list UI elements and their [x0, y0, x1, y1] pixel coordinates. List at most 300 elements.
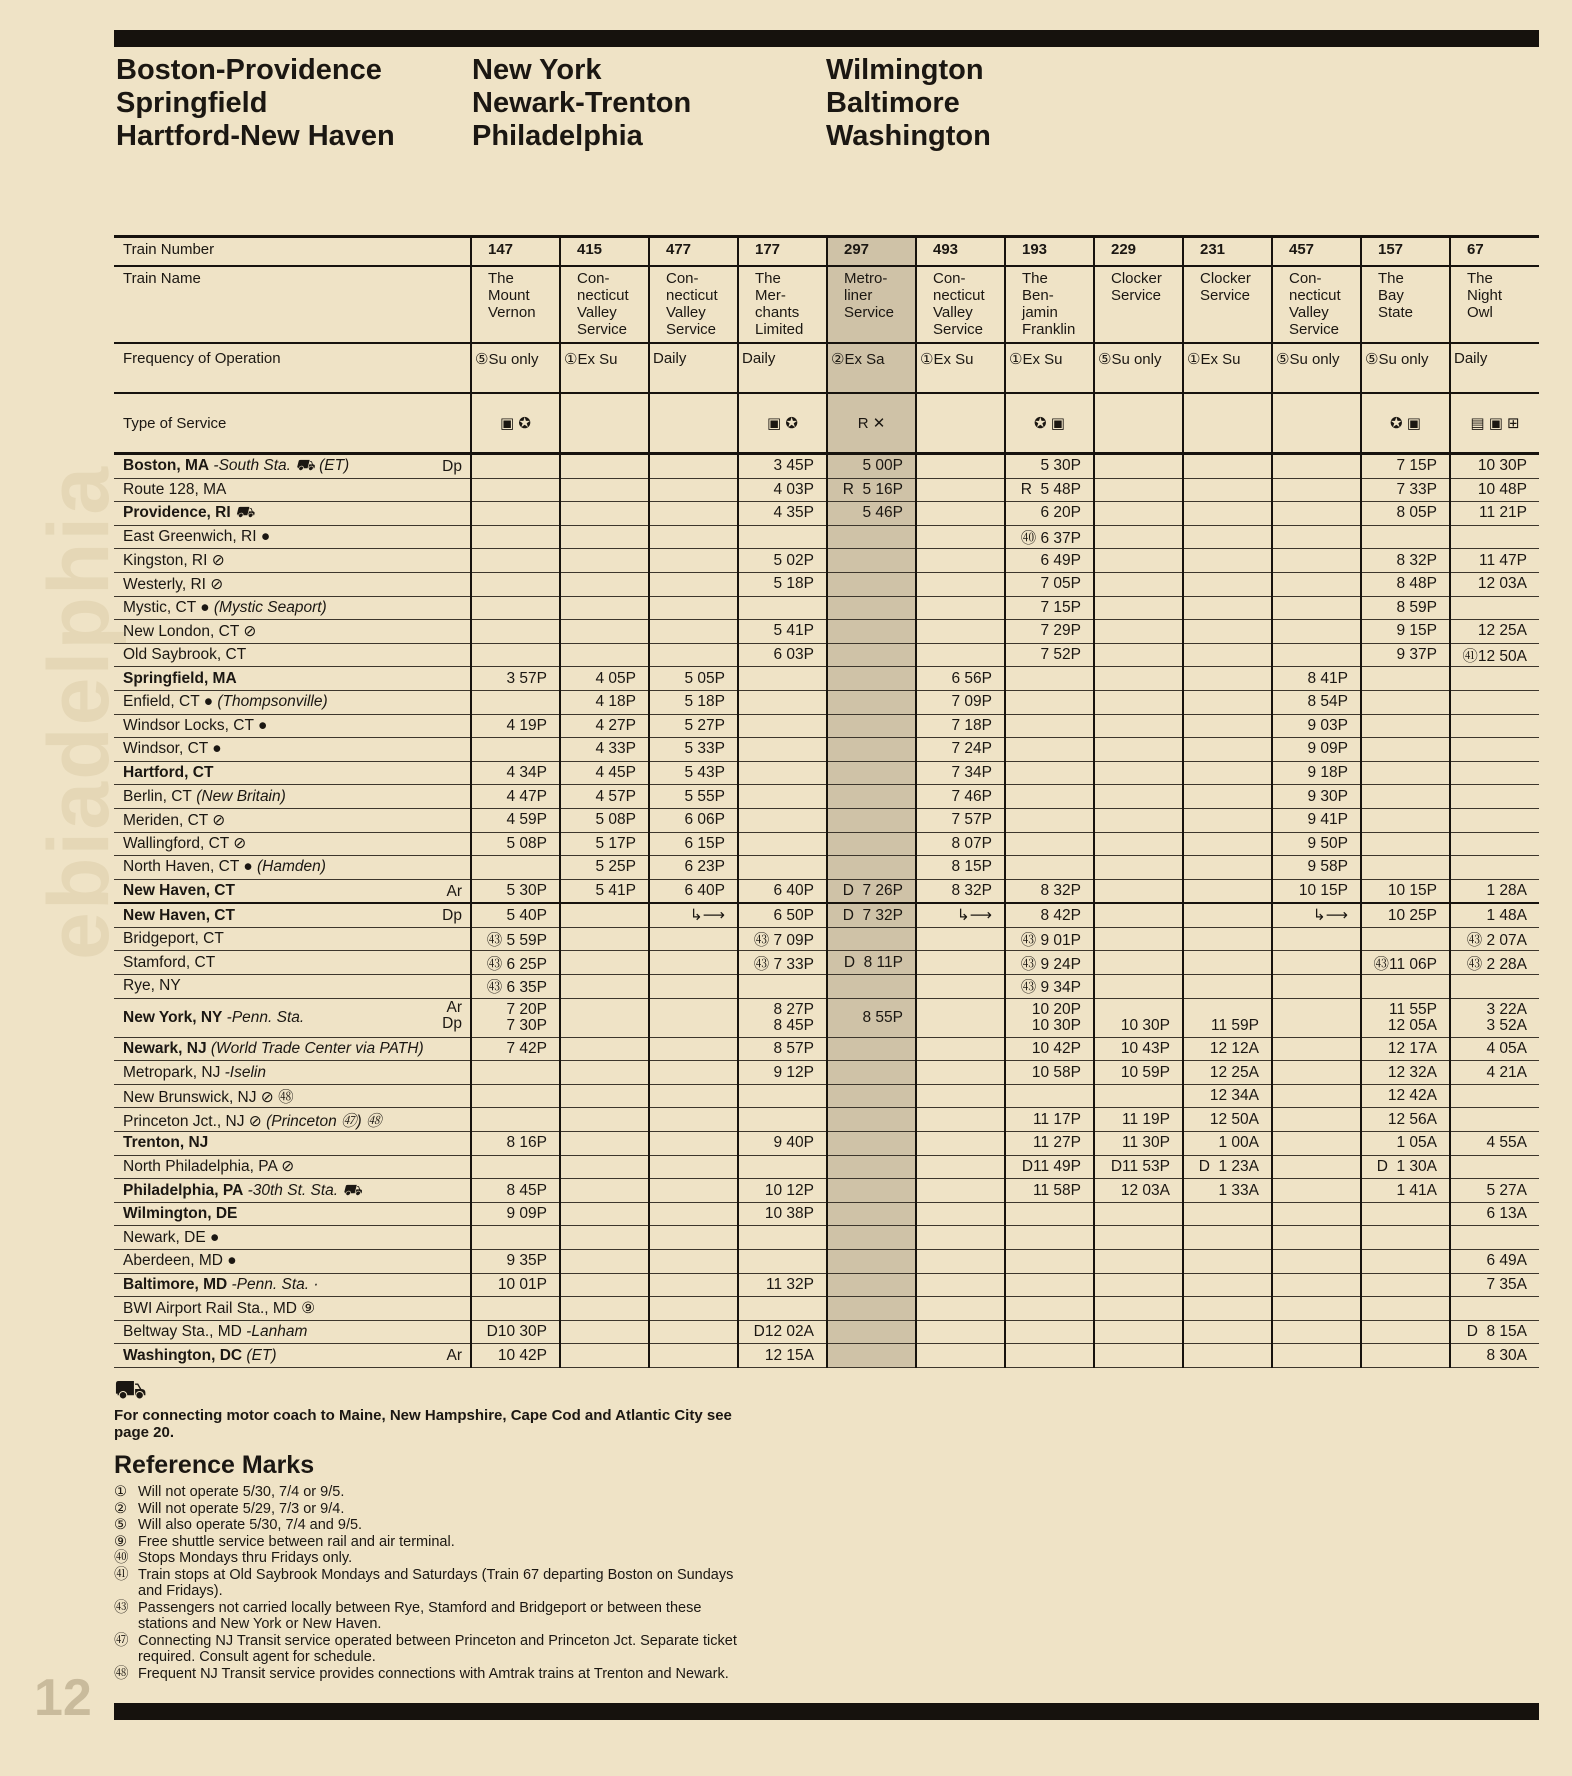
time-cell — [827, 1273, 916, 1297]
station-row — [114, 1273, 1539, 1297]
station-row — [114, 1084, 1539, 1108]
route-line: Philadelphia — [472, 120, 643, 152]
watermark-text: ebiadelphia — [31, 464, 127, 960]
time-cell — [560, 454, 649, 479]
time-cell — [560, 1273, 649, 1297]
time-cell: ㊸ 7 09P — [738, 927, 827, 951]
time-cell — [738, 832, 827, 856]
time-cell: 4 05P — [560, 667, 649, 691]
time-cell: 7 57P — [916, 808, 1005, 832]
time-cell: 1 05A — [1361, 1132, 1450, 1156]
time-cell — [471, 572, 560, 596]
station-row — [114, 951, 1539, 975]
time-cell — [1272, 998, 1361, 1037]
train-name-line: The — [488, 270, 514, 287]
time-cell — [1272, 1202, 1361, 1226]
station-row — [114, 808, 1539, 832]
train-name-line: Service — [666, 321, 717, 338]
station-label — [114, 596, 471, 620]
frequency-cell: ⑤Su only — [1272, 343, 1361, 393]
train-name-line: Night — [1467, 287, 1503, 304]
time-cell — [1272, 1250, 1361, 1274]
time-cell — [560, 1297, 649, 1321]
time-cell — [560, 998, 649, 1037]
time-cell — [1005, 832, 1094, 856]
time-cell — [1361, 525, 1450, 549]
time-cell: 8 07P — [916, 832, 1005, 856]
time-cell: D 1 30A — [1361, 1155, 1450, 1179]
timetable — [114, 235, 1539, 1368]
time-cell — [649, 1084, 738, 1108]
train-number-label: Train Number — [114, 237, 471, 267]
station-label — [114, 785, 471, 809]
time-cell: 10 42P — [471, 1344, 560, 1368]
time-cell: 5 00P — [827, 454, 916, 479]
time-cell — [1272, 643, 1361, 667]
time-cell: 10 30P — [1094, 998, 1183, 1037]
time-cell: 4 34P — [471, 761, 560, 785]
time-cell — [560, 620, 649, 644]
time-cell — [1361, 856, 1450, 880]
time-cell: 4 18P — [560, 690, 649, 714]
time-cell — [738, 785, 827, 809]
time-cell — [649, 1297, 738, 1321]
station-name: Newark, NJ — [123, 1039, 207, 1057]
station-note: -Lanham — [241, 1323, 308, 1341]
station-name: Wilmington, DE — [123, 1205, 238, 1223]
time-cell — [1450, 1108, 1539, 1132]
time-cell — [1094, 454, 1183, 479]
time-cell: 8 27P 8 45P — [738, 998, 827, 1037]
time-cell: 5 46P — [827, 502, 916, 526]
station-note: (New Britain) — [191, 787, 286, 805]
station-name: North Haven, CT ● — [123, 858, 253, 876]
reference-text: Will also operate 5/30, 7/4 and 9/5. — [138, 1517, 363, 1533]
time-cell: 12 15A — [738, 1344, 827, 1368]
station-label — [114, 879, 471, 903]
station-name: Providence, RI — [123, 504, 231, 522]
time-cell — [1361, 761, 1450, 785]
time-cell: 4 27P — [560, 714, 649, 738]
train-number-cell: 67 — [1450, 237, 1539, 267]
time-cell — [1005, 1344, 1094, 1368]
time-cell — [560, 1132, 649, 1156]
station-row — [114, 1108, 1539, 1132]
station-label — [114, 667, 471, 691]
time-cell — [916, 1344, 1005, 1368]
time-cell: 9 58P — [1272, 856, 1361, 880]
time-cell — [1094, 1202, 1183, 1226]
time-cell — [916, 596, 1005, 620]
time-cell: 11 55P 12 05A — [1361, 998, 1450, 1037]
station-label — [114, 927, 471, 951]
station-row — [114, 714, 1539, 738]
time-cell: 1 48A — [1450, 903, 1539, 927]
station-name: Baltimore, MD — [123, 1275, 228, 1293]
train-name-line: Clocker — [1111, 270, 1162, 287]
reference-symbol: ⑨ — [114, 1533, 127, 1550]
service-type-label: Type of Service — [114, 393, 471, 454]
time-cell — [1450, 1155, 1539, 1179]
time-cell — [649, 596, 738, 620]
time-cell — [649, 1061, 738, 1085]
time-cell — [1272, 478, 1361, 502]
route-line: Springfield — [116, 87, 268, 119]
time-cell — [827, 738, 916, 762]
station-label — [114, 856, 471, 880]
bus-icon: ⛟ — [114, 1374, 147, 1404]
reference-text: Stops Mondays thru Fridays only. — [138, 1550, 353, 1566]
page-number: 12 — [34, 1669, 92, 1727]
time-cell — [827, 1179, 916, 1203]
time-cell: 10 01P — [471, 1273, 560, 1297]
time-cell: ↳⟶ — [649, 903, 738, 927]
time-cell: D 8 15A — [1450, 1320, 1539, 1344]
station-name: East Greenwich, RI ● — [123, 528, 271, 546]
time-cell — [649, 478, 738, 502]
time-cell: 10 20P 10 30P — [1005, 998, 1094, 1037]
reference-text: Connecting NJ Transit service operated between Princeton and Princeton Jct. Separate ticket required. Consult agent for schedule. — [138, 1632, 737, 1665]
time-cell — [1361, 832, 1450, 856]
train-name-line: necticut — [577, 287, 629, 304]
time-cell — [916, 1108, 1005, 1132]
time-cell: 6 03P — [738, 643, 827, 667]
time-cell — [560, 975, 649, 999]
time-cell — [1094, 951, 1183, 975]
station-row — [114, 1297, 1539, 1321]
time-cell: ↳⟶ — [1272, 903, 1361, 927]
time-cell — [916, 525, 1005, 549]
time-cell — [738, 714, 827, 738]
station-name: Bridgeport, CT — [123, 930, 224, 948]
time-cell: 8 41P — [1272, 667, 1361, 691]
reference-mark — [114, 1600, 754, 1633]
time-cell — [471, 1226, 560, 1250]
station-label — [114, 1061, 471, 1085]
time-cell — [471, 549, 560, 573]
route-line: Newark-Trenton — [472, 87, 692, 119]
time-cell — [1094, 572, 1183, 596]
time-cell: ㊸ 2 28A — [1450, 951, 1539, 975]
train-name-line: Franklin — [1022, 321, 1076, 338]
time-cell: 4 59P — [471, 808, 560, 832]
time-cell — [827, 785, 916, 809]
time-cell — [649, 454, 738, 479]
time-cell — [1183, 549, 1272, 573]
train-name-label: Train Name — [114, 266, 471, 343]
time-cell — [916, 1132, 1005, 1156]
station-row — [114, 478, 1539, 502]
time-cell — [738, 856, 827, 880]
time-cell — [827, 1297, 916, 1321]
time-cell: 9 09P — [471, 1202, 560, 1226]
time-cell — [916, 1202, 1005, 1226]
station-note: (Mystic Seaport) — [209, 598, 327, 616]
time-cell: 5 08P — [471, 832, 560, 856]
time-cell: 8 57P — [738, 1037, 827, 1061]
time-cell — [649, 975, 738, 999]
time-cell: ㊸ 2 07A — [1450, 927, 1539, 951]
station-row — [114, 738, 1539, 762]
time-cell: ㊸ 7 33P — [738, 951, 827, 975]
time-cell — [1450, 1084, 1539, 1108]
train-name-line: chants — [755, 304, 800, 321]
station-name: Washington, DC — [123, 1346, 243, 1364]
time-cell: 9 09P — [1272, 738, 1361, 762]
station-name: Kingston, RI ⊘ — [123, 552, 225, 570]
station-row — [114, 1250, 1539, 1274]
frequency-cell: ①Ex Su — [1005, 343, 1094, 393]
station-label — [114, 1108, 471, 1132]
station-label — [114, 1084, 471, 1108]
time-cell: 7 29P — [1005, 620, 1094, 644]
time-cell — [1183, 643, 1272, 667]
station-label — [114, 951, 471, 975]
frequency-cell: Daily — [649, 343, 738, 393]
service-type-icons: ▣ ✪ — [471, 393, 560, 454]
train-name-cell — [471, 266, 560, 343]
time-cell — [1183, 1202, 1272, 1226]
station-row — [114, 643, 1539, 667]
time-cell — [916, 454, 1005, 479]
time-cell — [827, 1155, 916, 1179]
train-name-line: liner — [844, 287, 873, 304]
time-cell: 7 24P — [916, 738, 1005, 762]
frequency-cell: ②Ex Sa — [827, 343, 916, 393]
time-cell — [471, 1108, 560, 1132]
time-cell — [738, 1155, 827, 1179]
station-name: Enfield, CT ● — [123, 693, 214, 711]
time-cell — [1094, 879, 1183, 903]
time-cell — [1094, 502, 1183, 526]
time-cell — [1094, 1320, 1183, 1344]
time-cell — [649, 572, 738, 596]
station-label — [114, 1037, 471, 1061]
time-cell: 9 37P — [1361, 643, 1450, 667]
time-cell: 5 27P — [649, 714, 738, 738]
reference-mark — [114, 1501, 754, 1518]
time-cell — [560, 1108, 649, 1132]
time-cell — [1183, 856, 1272, 880]
station-name: Trenton, NJ — [123, 1134, 209, 1152]
time-cell — [916, 1297, 1005, 1321]
time-cell — [1094, 1344, 1183, 1368]
time-cell: 5 30P — [1005, 454, 1094, 479]
time-cell: 5 05P — [649, 667, 738, 691]
time-cell: 4 55A — [1450, 1132, 1539, 1156]
station-name: Westerly, RI ⊘ — [123, 575, 224, 593]
service-type-icons: ▤ ▣ ⊞ — [1450, 393, 1539, 454]
time-cell: 7 05P — [1005, 572, 1094, 596]
arrive-depart-marker: Dp — [442, 907, 462, 925]
time-cell: D 8 11P — [827, 951, 916, 975]
route-line: Boston-Providence — [116, 54, 382, 86]
train-number-cell: 457 — [1272, 237, 1361, 267]
time-cell — [1272, 1037, 1361, 1061]
train-number-cell: 177 — [738, 237, 827, 267]
time-cell — [1450, 525, 1539, 549]
time-cell: 10 30P — [1450, 454, 1539, 479]
station-row — [114, 620, 1539, 644]
time-cell: ㊸11 06P — [1361, 951, 1450, 975]
time-cell — [827, 714, 916, 738]
time-cell — [1272, 525, 1361, 549]
time-cell: 5 02P — [738, 549, 827, 573]
time-cell — [560, 643, 649, 667]
station-row — [114, 832, 1539, 856]
time-cell — [1183, 667, 1272, 691]
station-name: Meriden, CT ⊘ — [123, 811, 226, 829]
time-cell — [560, 1155, 649, 1179]
time-cell: 4 21A — [1450, 1061, 1539, 1085]
time-cell — [471, 620, 560, 644]
time-cell: 11 21P — [1450, 502, 1539, 526]
time-cell — [916, 620, 1005, 644]
train-name-line: Service — [577, 321, 628, 338]
time-cell — [916, 1226, 1005, 1250]
frequency-row — [114, 343, 1539, 393]
time-cell — [560, 1250, 649, 1274]
station-row — [114, 879, 1539, 903]
time-cell — [1094, 738, 1183, 762]
time-cell: 5 30P — [471, 879, 560, 903]
time-cell — [738, 738, 827, 762]
route-line: Hartford-New Haven — [116, 120, 395, 152]
time-cell — [1361, 1297, 1450, 1321]
station-note: -Penn. Sta. — [222, 1008, 305, 1026]
time-cell: 4 35P — [738, 502, 827, 526]
frequency-cell: ⑤Su only — [471, 343, 560, 393]
time-cell — [738, 761, 827, 785]
time-cell: 10 15P — [1272, 879, 1361, 903]
station-label — [114, 525, 471, 549]
time-cell — [1005, 785, 1094, 809]
time-cell — [649, 1155, 738, 1179]
time-cell — [738, 975, 827, 999]
train-number-cell: 193 — [1005, 237, 1094, 267]
time-cell — [1005, 1084, 1094, 1108]
time-cell — [1183, 1297, 1272, 1321]
time-cell: 5 25P — [560, 856, 649, 880]
time-cell — [1005, 1250, 1094, 1274]
time-cell — [1094, 856, 1183, 880]
time-cell — [649, 1108, 738, 1132]
time-cell: 8 45P — [471, 1179, 560, 1203]
time-cell — [738, 1297, 827, 1321]
station-name: New London, CT ⊘ — [123, 622, 257, 640]
time-cell — [916, 1179, 1005, 1203]
time-cell — [471, 596, 560, 620]
time-cell: 10 59P — [1094, 1061, 1183, 1085]
time-cell: 8 05P — [1361, 502, 1450, 526]
station-name: Philadelphia, PA — [123, 1181, 244, 1199]
time-cell: 6 56P — [916, 667, 1005, 691]
time-cell: 8 30A — [1450, 1344, 1539, 1368]
time-cell — [1183, 502, 1272, 526]
station-label — [114, 1155, 471, 1179]
train-name-line: Valley — [933, 304, 973, 321]
train-number-cell: 415 — [560, 237, 649, 267]
train-number-cell: 229 — [1094, 237, 1183, 267]
time-cell — [1450, 1297, 1539, 1321]
station-row — [114, 927, 1539, 951]
time-cell — [649, 1273, 738, 1297]
time-cell — [471, 1061, 560, 1085]
reference-mark — [114, 1550, 754, 1567]
reference-text: Will not operate 5/30, 7/4 or 9/5. — [138, 1484, 345, 1500]
time-cell — [649, 927, 738, 951]
time-cell — [827, 643, 916, 667]
time-cell — [1183, 714, 1272, 738]
frequency-cell: Daily — [738, 343, 827, 393]
time-cell: 6 06P — [649, 808, 738, 832]
time-cell: D11 53P — [1094, 1155, 1183, 1179]
train-name-line: Con- — [577, 270, 610, 287]
time-cell — [916, 1155, 1005, 1179]
reference-symbol: ② — [114, 1500, 127, 1517]
time-cell — [1272, 1108, 1361, 1132]
time-cell — [649, 1202, 738, 1226]
route-line: Baltimore — [826, 87, 960, 119]
time-cell: 11 58P — [1005, 1179, 1094, 1203]
time-cell — [1272, 1226, 1361, 1250]
time-cell: 7 52P — [1005, 643, 1094, 667]
time-cell: R 5 48P — [1005, 478, 1094, 502]
time-cell: 1 00A — [1183, 1132, 1272, 1156]
frequency-cell: ⑤Su only — [1094, 343, 1183, 393]
time-cell: 7 34P — [916, 761, 1005, 785]
reference-symbol: ① — [114, 1484, 127, 1500]
train-name-cell — [649, 266, 738, 343]
time-cell — [1272, 454, 1361, 479]
time-cell: 12 25A — [1450, 620, 1539, 644]
time-cell: D12 02A — [738, 1320, 827, 1344]
station-name: New Haven, CT — [123, 906, 235, 924]
station-note: (ET) — [242, 1346, 277, 1364]
time-cell — [1183, 1273, 1272, 1297]
time-cell: 10 12P — [738, 1179, 827, 1203]
reference-text: Passengers not carried locally between Rye, Stamford and Bridgeport or between these stations and New York or New Haven. — [138, 1599, 702, 1632]
station-label — [114, 1320, 471, 1344]
time-cell — [1094, 478, 1183, 502]
time-cell — [916, 927, 1005, 951]
train-name-cell — [1005, 266, 1094, 343]
time-cell — [1361, 1273, 1450, 1297]
time-cell: 5 27A — [1450, 1179, 1539, 1203]
time-cell: 12 42A — [1361, 1084, 1450, 1108]
time-cell: ㊸ 9 34P — [1005, 975, 1094, 999]
time-cell: 8 42P — [1005, 903, 1094, 927]
time-cell — [1183, 596, 1272, 620]
time-cell: 10 38P — [738, 1202, 827, 1226]
station-label — [114, 738, 471, 762]
reference-mark — [114, 1484, 754, 1501]
time-cell: 6 40P — [649, 879, 738, 903]
train-name-cell — [1361, 266, 1450, 343]
time-cell — [1361, 1226, 1450, 1250]
time-cell: 11 32P — [738, 1273, 827, 1297]
time-cell — [471, 690, 560, 714]
time-cell — [560, 525, 649, 549]
reference-symbol: ㊶ — [114, 1566, 129, 1583]
station-name: Route 128, MA — [123, 480, 227, 498]
time-cell: D10 30P — [471, 1320, 560, 1344]
coach-note: For connecting motor coach to Maine, New Hampshire, Cape Cod and Atlantic City see page 20. — [114, 1407, 732, 1441]
time-cell: 11 17P — [1005, 1108, 1094, 1132]
time-cell — [1005, 714, 1094, 738]
train-name-line: The — [1467, 270, 1493, 287]
time-cell: 6 15P — [649, 832, 738, 856]
